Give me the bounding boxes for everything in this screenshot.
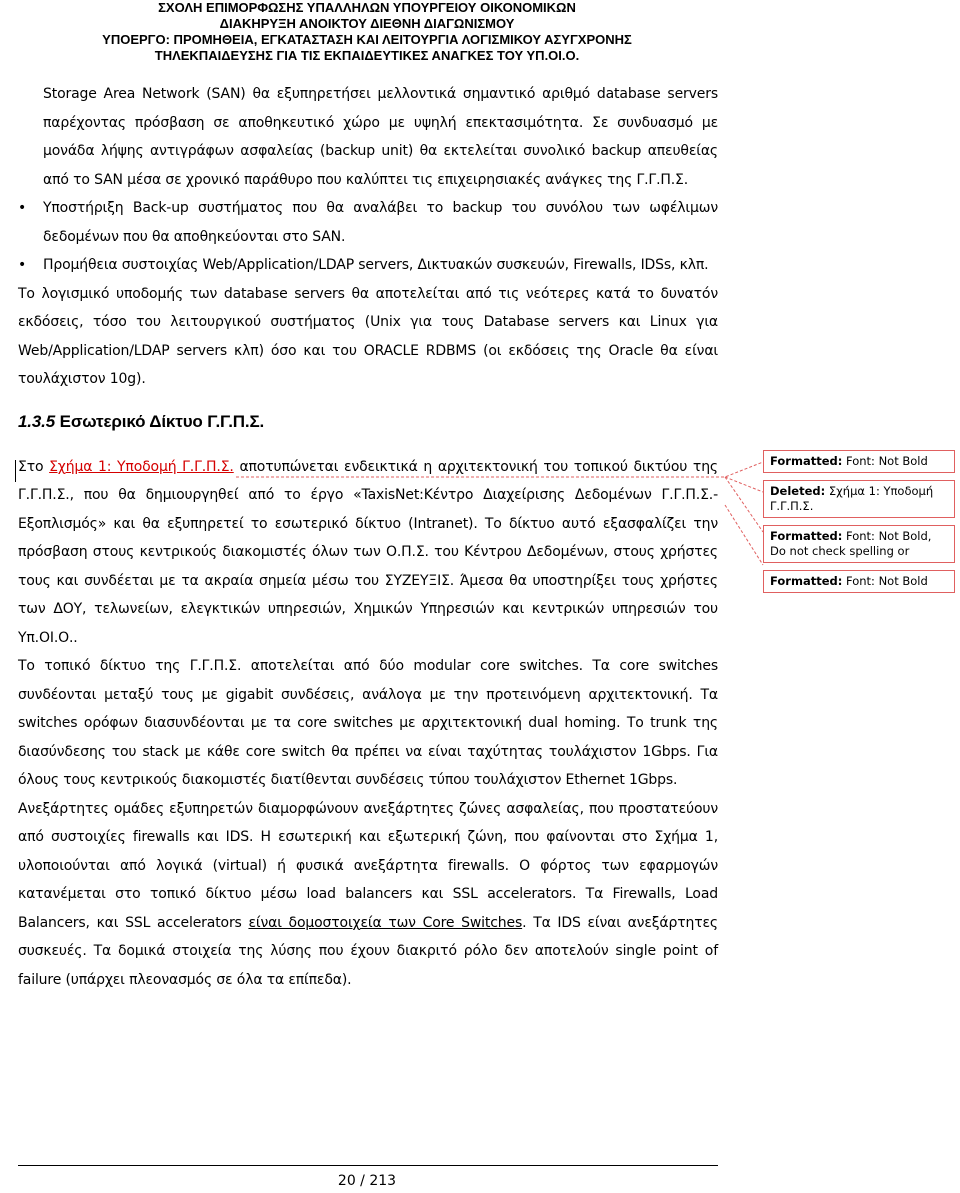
intro-paragraph: Storage Area Network (SAN) θα εξυπηρετήσει μελλοντικά σημαντικό αριθμό database servers παρέχοντας πρόσβαση σε αποθηκευτικό χώρο με υψηλή επεκτασιμότητα. Σε συνδυασμό με μονάδα λήψης αντιγράφων ασφαλείας (backup unit) θα εκτελείται συνολικό backup απευθείας από το SAN μέσα σε χρονικό παράθυρο που καλύπτει τις επιχειρησιακές ανάγκες της Γ.Γ.Π.Σ.: [43, 86, 718, 188]
network-p1-before: Στο: [18, 458, 50, 475]
balloon-text: Font: Not Bold: [846, 574, 928, 588]
bullet-icon: •: [18, 200, 27, 216]
core-switches-link[interactable]: είναι δομοστοιχεία των Core Switches: [248, 914, 523, 931]
network-paragraph-1: [18, 453, 718, 653]
connector-line: [725, 477, 763, 532]
header-line-1: ΣΧΟΛΗ ΕΠΙΜΟΡΦΩΣΗΣ ΥΠΑΛΛΗΛΩΝ ΥΠΟΥΡΓΕΙΟΥ ΟΙΚΟΝΟΜΙΚΩΝ: [158, 0, 576, 15]
formatting-balloon[interactable]: [763, 450, 955, 473]
formatting-balloon[interactable]: [763, 570, 955, 593]
change-bar: [15, 460, 16, 482]
section-heading: [18, 408, 718, 436]
track-changes-panel: [763, 450, 955, 600]
balloon-text: Σχήμα 1: Υποδομή Γ.Γ.Π.Σ.: [770, 484, 934, 513]
figure-reference-link[interactable]: Σχήμα 1: Υποδομή Γ.Γ.Π.Σ.: [49, 458, 234, 475]
balloon-label: Formatted:: [770, 529, 843, 543]
balloon-text: Font: Not Bold: [846, 454, 928, 468]
document-body: [18, 80, 718, 994]
balloon-text: Font: Not Bold, Do not check spelling or: [770, 529, 932, 558]
formatting-balloon[interactable]: [763, 525, 955, 563]
section-number: 1.3.5: [18, 411, 56, 431]
bullet-text: Προμήθεια συστοιχίας Web/Application/LDAP servers, Δικτυακών συσκευών, Firewalls, IDSs, κλπ.: [43, 257, 709, 273]
connector-line: [725, 505, 763, 565]
document-header: [0, 0, 734, 64]
bullet-item: [18, 251, 718, 280]
connector-line: [725, 477, 763, 492]
bullet-item: [18, 194, 718, 251]
balloon-label: Formatted:: [770, 574, 843, 588]
network-p1-after: αποτυπώνεται ενδεικτικά η αρχιτεκτονική του τοπικού δικτύου της Γ.Γ.Π.Σ., που θα δημιουργηθεί από το έργο «TaxisNet:Κέντρο Διαχείρισης Δεδομένων Γ.Γ.Π.Σ.-Εξοπλισμός» και θα εξυπηρετεί το εσωτερικό δίκτυο (Intranet). Το δίκτυο αυτό εξασφαλίζει την πρόσβαση στους κεντρικούς διακομιστές όλων των Ο.Π.Σ. του Κέντρου Δεδομένων, στους χρήστες τους και συνδέεται με τα ακραία σημεία μέσω του ΣΥΖΕΥΞΙΣ. Άμεσα θα υποστηρίξει τους χρήστες των ΔΟΥ, τελωνείων, ελεγκτικών υπηρεσιών, Χημικών Υπηρεσιών και κεντρικών υπηρεσιών του Υπ.ΟΙ.Ο..: [18, 458, 718, 646]
section-body: [18, 453, 718, 995]
footer-divider: [18, 1165, 718, 1166]
header-line-3: ΥΠΟΕΡΓΟ: ΠΡΟΜΗΘΕΙΑ, ΕΓΚΑΤΑΣΤΑΣΗ ΚΑΙ ΛΕΙΤΟΥΡΓΙΑ ΛΟΓΙΣΜΙΚΟΥ ΑΣΥΓΧΡΟΝΗΣ: [102, 32, 632, 47]
header-line-4: ΤΗΛΕΚΠΑΙΔΕΥΣΗΣ ΓΙΑ ΤΙΣ ΕΚΠΑΙΔΕΥΤΙΚΕΣ ΑΝΑΓΚΕΣ ΤΟΥ ΥΠ.ΟΙ.Ο.: [154, 48, 580, 63]
bullet-text: Υποστήριξη Back-up συστήματος που θα αναλάβει το backup του συνόλου των ωφέλιμων δεδομένων που θα αποθηκεύονται στο SAN.: [43, 200, 718, 245]
page-number: 20 / 213: [337, 1173, 397, 1189]
balloon-label: Formatted:: [770, 454, 843, 468]
network-p3-before: Ανεξάρτητες ομάδες εξυπηρετών διαμορφώνουν ανεξάρτητες ζώνες ασφαλείας, που προστατεύουν από συστοιχίες firewalls και IDS. Η εσωτερική και εξωτερική ζώνη, που φαίνονται στο Σχήμα 1, υλοποιούνται από λογικά (virtual) ή φυσικά ανεξάρτητα firewalls. Ο φόρτος των εφαρμογών κατανέμεται στο τοπικό δίκτυο μέσω load balancers και SSL accelerators. Τα Firewalls, Load Balancers, και SSL accelerators: [18, 800, 718, 931]
software-paragraph: Το λογισμικό υποδομής των database servers θα αποτελείται από τις νεότερες κατά το δυνατόν εκδόσεις, τόσο του λειτουργικού συστήματος (Unix για τους Database servers και Linux για Web/Application/LDAP servers κλπ) όσο και του ORACLE RDBMS (οι εκδόσεις της Oracle θα είναι τουλάχιστον 10g).: [18, 285, 718, 387]
section-title: Εσωτερικό Δίκτυο Γ.Γ.Π.Σ.: [59, 411, 265, 431]
network-paragraph-2: Το τοπικό δίκτυο της Γ.Γ.Π.Σ. αποτελείται από δύο modular core switches. Τα core switches συνδέονται μεταξύ τους με gigabit συνδέσεις, ανάλογα με την προτεινόμενη αρχιτεκτονική. Τα switches ορόφων διασυνδέονται με τα core switches με αρχιτεκτονική dual homing. Το trunk της διασύνδεσης του stack με κάθε core switch θα πρέπει να είναι ταχύτητας τουλάχιστον 1Gbps. Για όλους τους κεντρικούς διακομιστές διατίθενται συνδέσεις τύπου τουλάχιστον Ethernet 1Gbps.: [18, 658, 718, 788]
network-p3-after: . Τα IDS είναι ανεξάρτητες συσκευές. Τα δομικά στοιχεία της λύσης που έχουν διακριτό ρόλο δεν αποτελούν single point of failure (υπάρχει πλεονασμός σε όλα τα επίπεδα).: [18, 914, 719, 988]
balloon-label: Deleted:: [770, 484, 826, 498]
header-line-2: ΔΙΑΚΗΡΥΞΗ ΑΝΟΙΚΤΟΥ ΔΙΕΘΝΗ ΔΙΑΓΩΝΙΣΜΟΥ: [219, 16, 515, 31]
deletion-balloon[interactable]: [763, 480, 955, 518]
bullet-icon: •: [18, 257, 27, 273]
network-paragraph-3: [18, 795, 718, 995]
